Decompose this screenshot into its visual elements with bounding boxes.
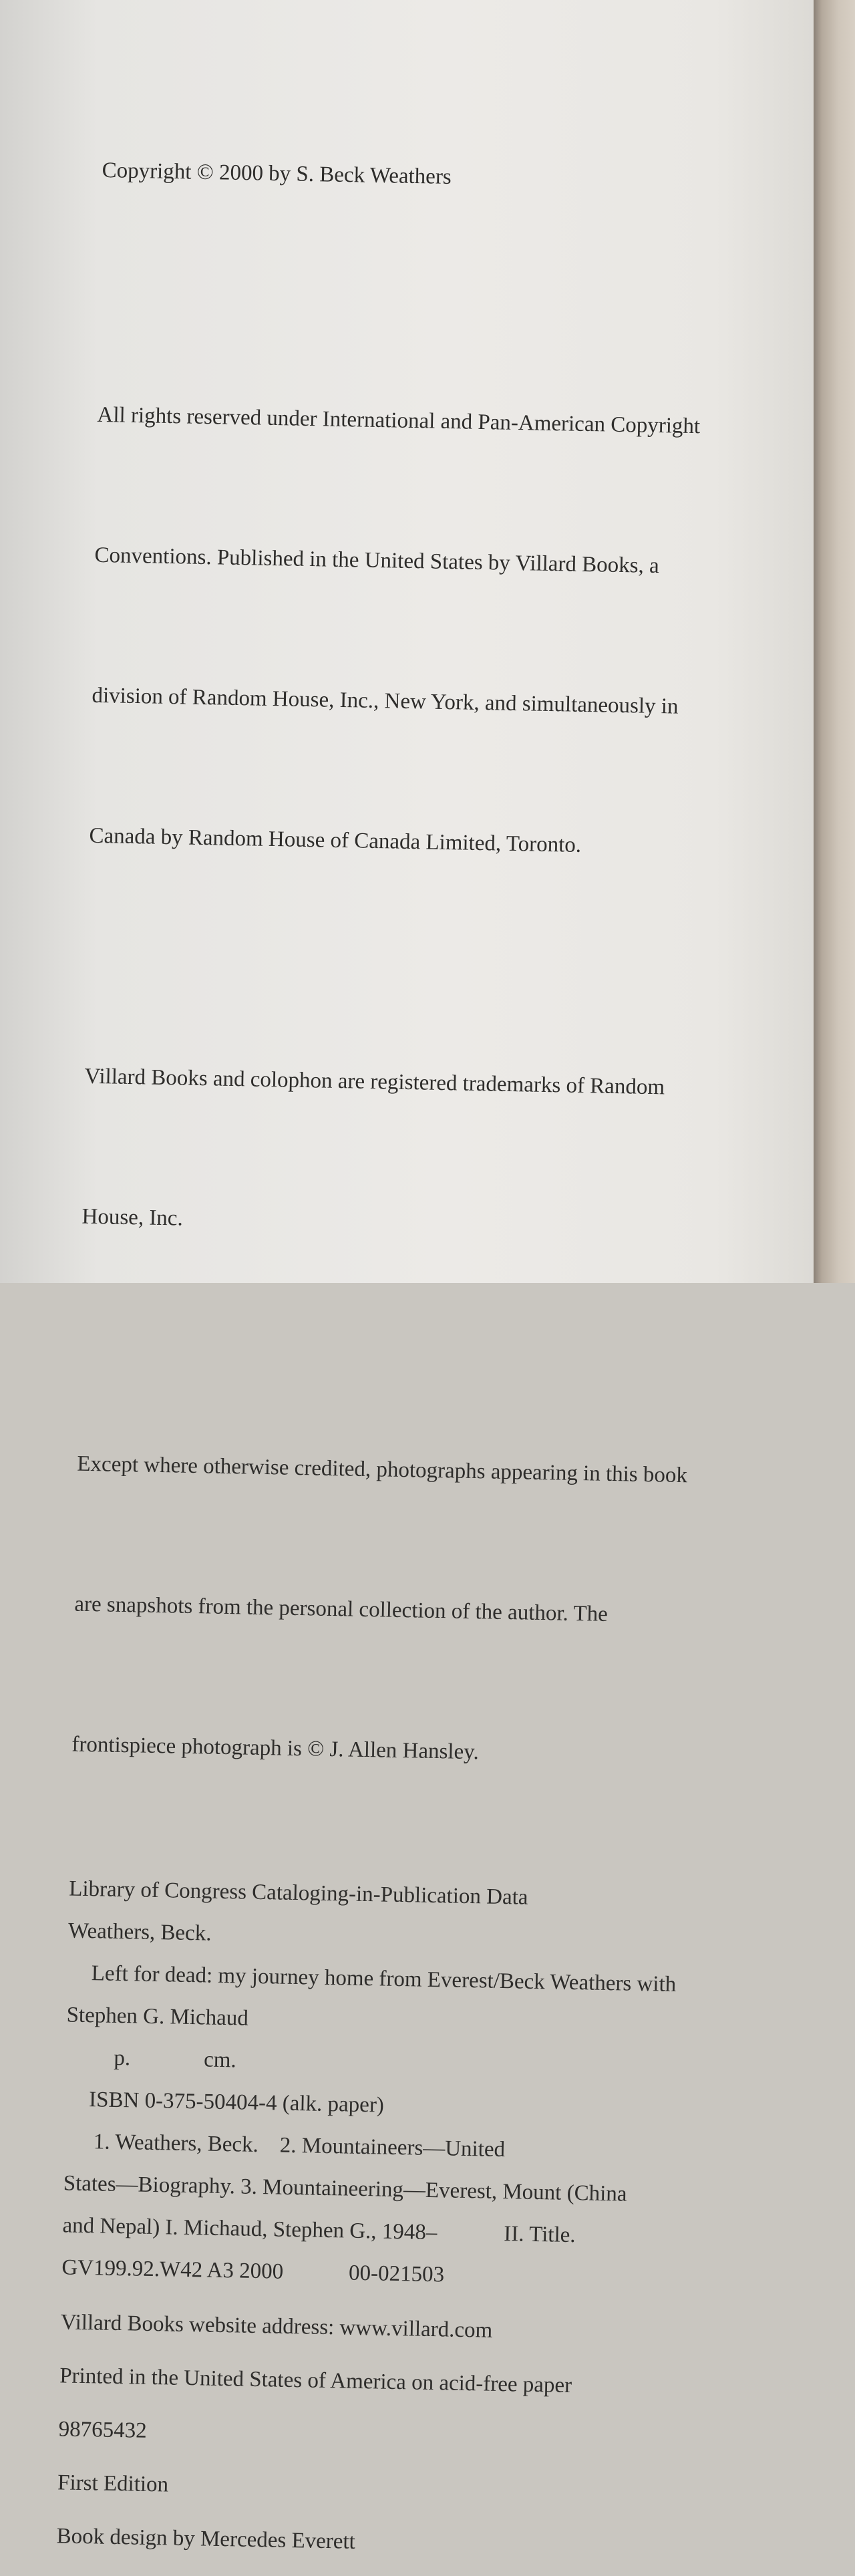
- photos-line: frontispiece photograph is © J. Allen Hansley.: [71, 1732, 480, 1765]
- cip-title-line: Left for dead: my journey home from Everest/Beck Weathers with: [91, 1961, 677, 1997]
- rights-paragraph: [87, 298, 774, 966]
- cip-title-line: Stephen G. Michaud: [66, 2003, 249, 2031]
- photos-paragraph: [69, 1347, 754, 1874]
- cip-subject: II. Title.: [503, 2222, 576, 2248]
- cip-subject: 1. Weathers, Beck.: [93, 2130, 259, 2158]
- rights-line: Canada by Random House of Canada Limited, Toronto.: [89, 823, 582, 857]
- cip-header: Library of Congress Cataloging-in-Publication Data: [68, 1876, 528, 1910]
- rights-line: Conventions. Published in the United States by Villard Books, a: [94, 543, 660, 579]
- cip-pages: p.: [114, 2045, 131, 2071]
- cip-cm: cm.: [203, 2047, 237, 2073]
- cip-subject: and Nepal) I. Michaud, Stephen G., 1948–: [62, 2213, 438, 2245]
- cip-block: [61, 1868, 744, 2301]
- printed-line: Printed in the United States of America on acid-free paper: [59, 2364, 572, 2398]
- copyright-text: Copyright © 2000 by S. Beck Weathers: [102, 158, 452, 190]
- cip-lccn: 00-021503: [348, 2261, 445, 2287]
- trademark-line: Villard Books and colophon are registered trademarks of Random: [84, 1064, 665, 1100]
- cip-author: Weathers, Beck.: [67, 1918, 212, 1946]
- website-line: Villard Books website address: www.villard.com: [60, 2310, 493, 2343]
- trademark-paragraph: [79, 960, 761, 1346]
- copyright-line: [100, 53, 779, 300]
- trademark-line: House, Inc.: [81, 1204, 184, 1231]
- colophon-block: [56, 2295, 735, 2575]
- cip-subjects-line: States—Biography. 3. Mountaineering—Everest, Mount (China: [63, 2171, 627, 2206]
- copyright-page-text: [56, 53, 779, 2576]
- page-edge: [814, 0, 855, 1283]
- cip-isbn: ISBN 0-375-50404-4 (alk. paper): [88, 2088, 385, 2118]
- printing-line: 98765432: [58, 2417, 148, 2443]
- cip-subject: 2. Mountaineers—United: [279, 2133, 506, 2162]
- photos-line: are snapshots from the personal collection of the author. The: [74, 1592, 609, 1626]
- design-line: Book design by Mercedes Everett: [56, 2524, 356, 2554]
- rights-line: division of Random House, Inc., New York, and simultaneously in: [92, 683, 679, 719]
- photos-line: Except where otherwise credited, photographs appearing in this book: [77, 1451, 688, 1488]
- rights-line: All rights reserved under International and Pan-American Copyright: [97, 402, 701, 439]
- cip-classification: GV199.92.W42 A3 2000: [61, 2255, 284, 2284]
- edition-line: First Edition: [57, 2470, 169, 2497]
